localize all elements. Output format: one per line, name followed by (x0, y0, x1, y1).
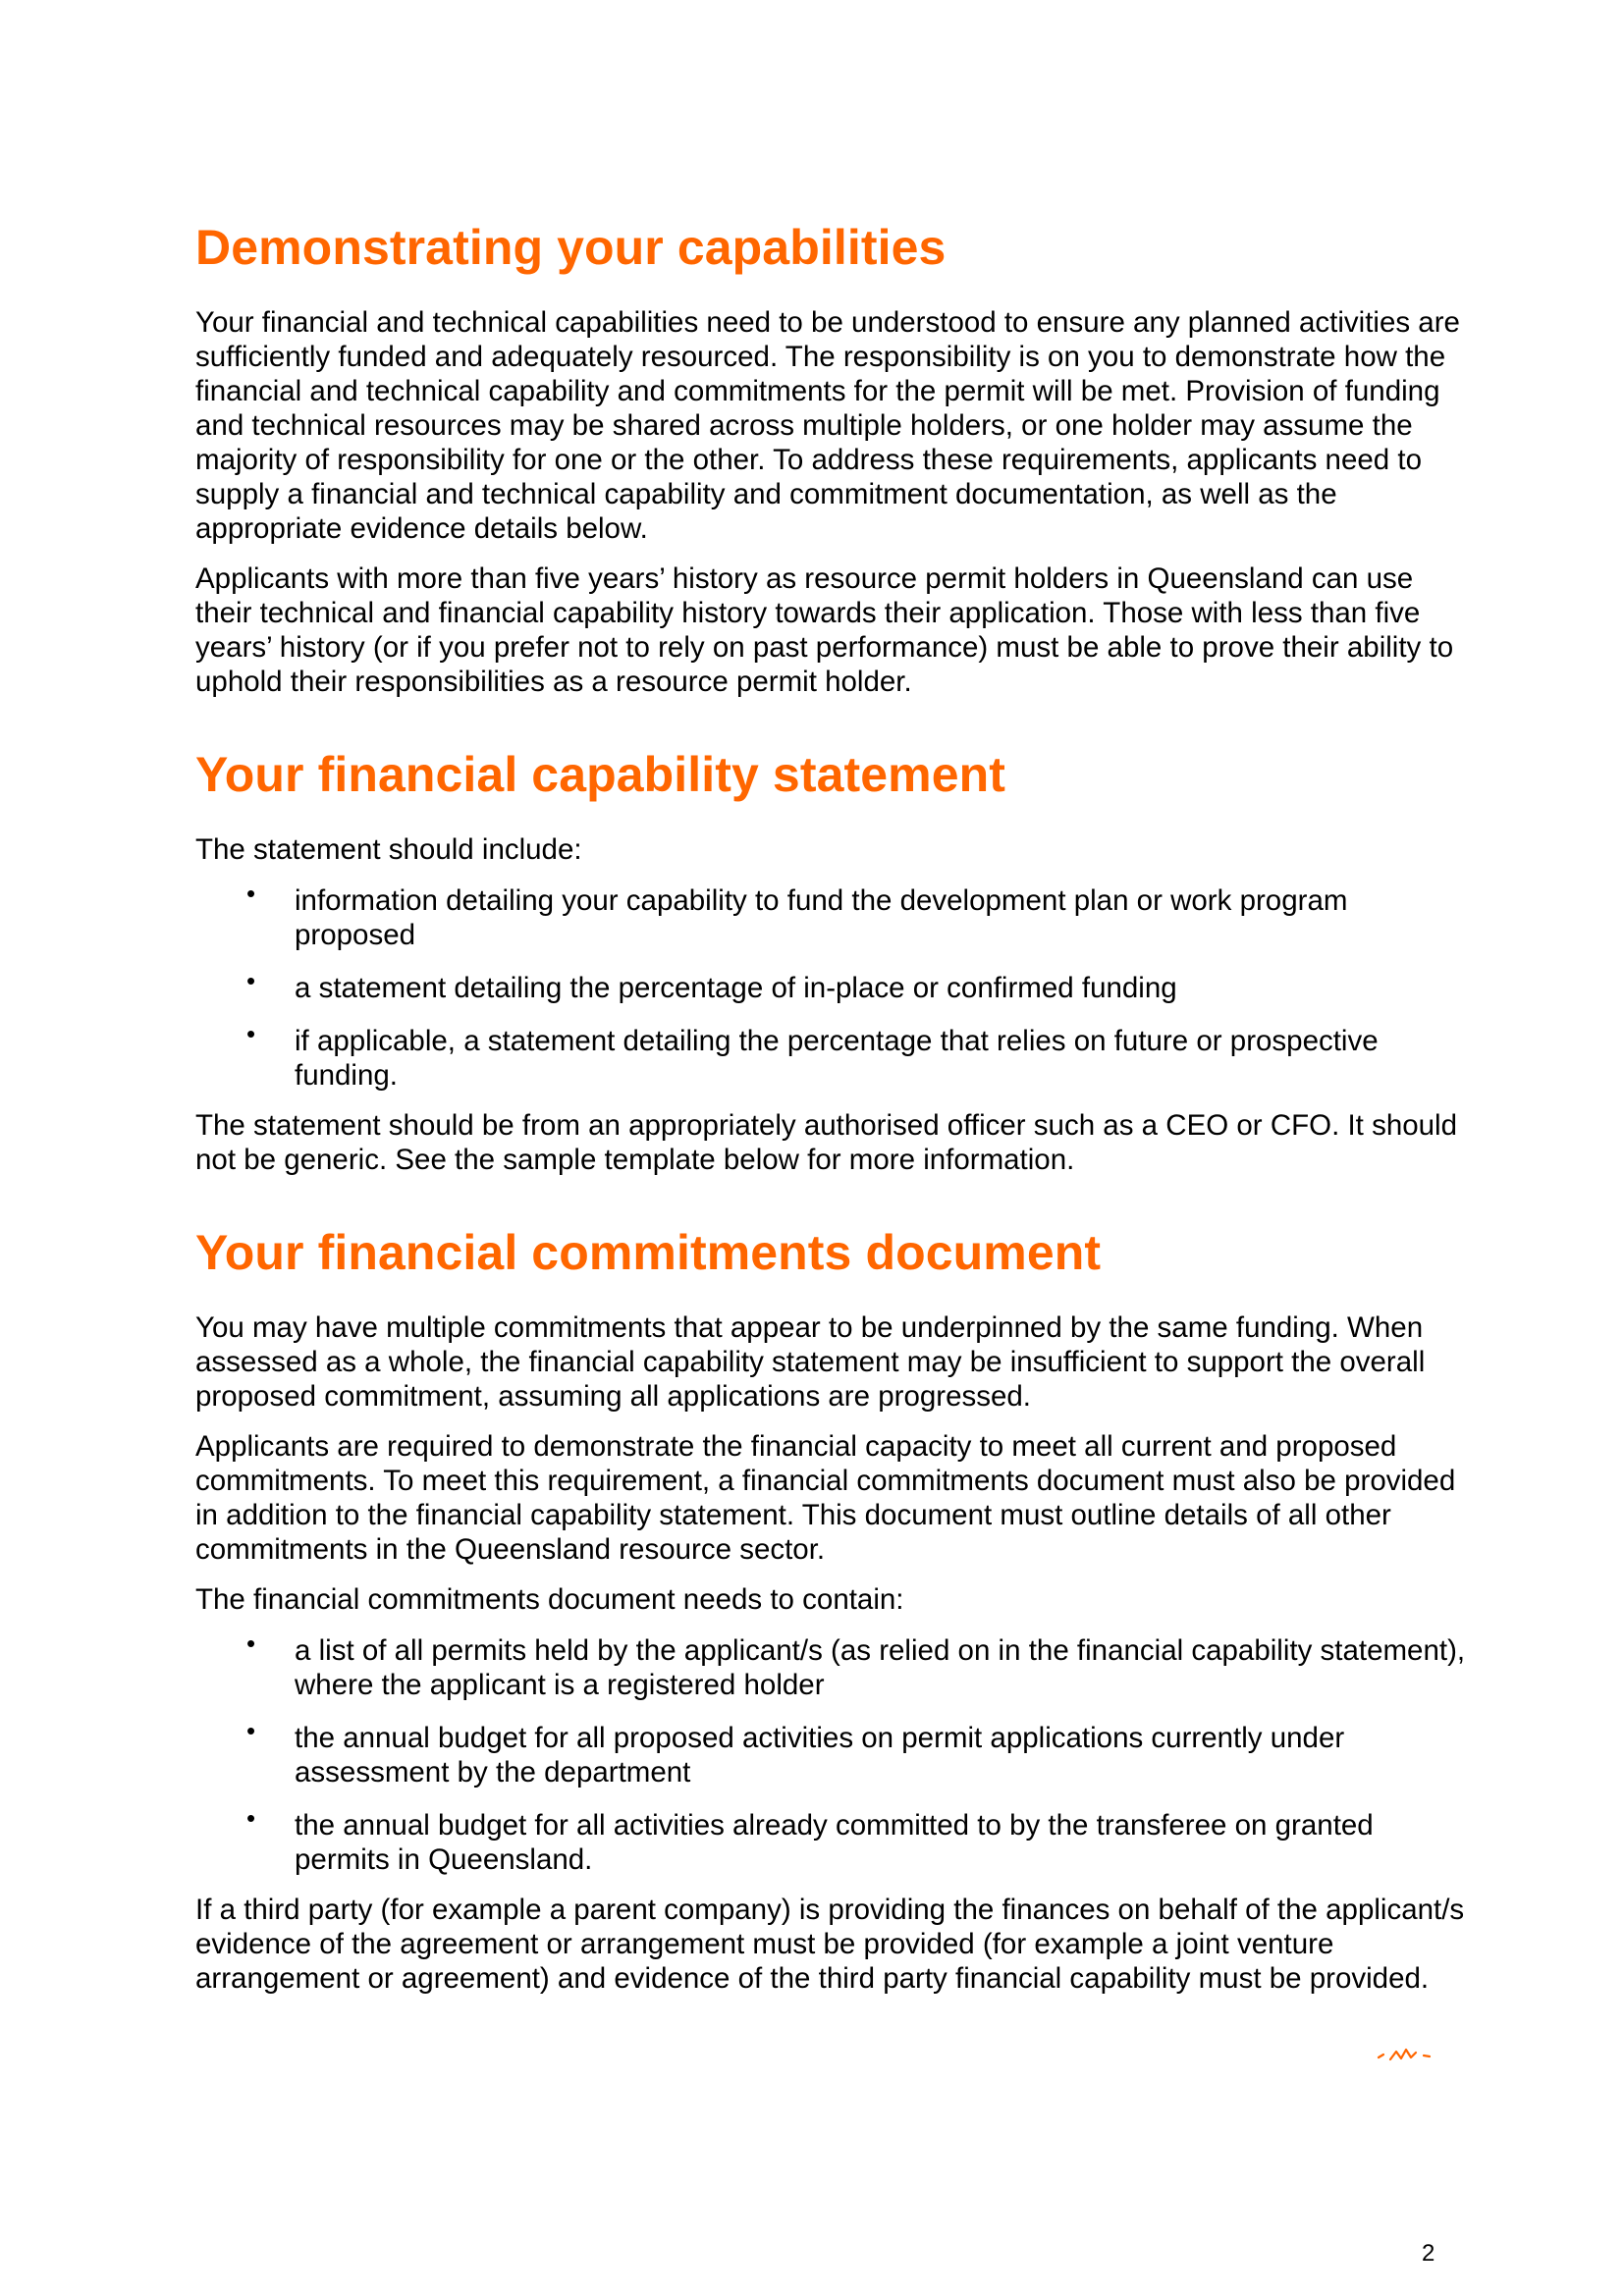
heading-financial-commitments-document: Your financial commitments document (195, 1225, 1102, 1280)
list-item-text: a list of all permits held by the applicant/s (as relied on in the financial capability statement), where the applicant is a registered holder (295, 1634, 1466, 1701)
list-item-text: information detailing your capability to fund the development plan or work program proposed (295, 884, 1348, 951)
bullet-icon: • (246, 1803, 256, 1833)
statement-bullet-list (195, 879, 1472, 1093)
list-item (195, 1716, 1472, 1789)
list-item-text: a statement detailing the percentage of in-place or confirmed funding (295, 972, 1177, 1004)
page-number: 2 (1422, 2240, 1435, 2267)
paragraph: If a third party (for example a parent company) is providing the finances on behalf of the applicant/s evidence of the agreement or arrangement must be provided (for example a joint venture arrangement or agreement) and evidence of the third party financial capability must be provided. (195, 1894, 1465, 1995)
list-item (195, 1803, 1472, 1877)
heading-demonstrating-capabilities: Demonstrating your capabilities (195, 220, 947, 275)
paragraph: The statement should include: (195, 833, 582, 866)
paragraph: Applicants are required to demonstrate the financial capacity to meet all current and proposed commitments. To meet this requirement, a financial commitments document must also be provided in addition to the financial capability statement. This document must outline details of all other commitments in the Queensland resource sector. (195, 1430, 1456, 1566)
list-item (195, 1019, 1472, 1093)
paragraph: Applicants with more than five years’ history as resource permit holders in Queensland can use their technical and financial capability history towards their application. Those with less than five years’ history (or if you prefer not to rely on past performance) must be able to prove their ability to uphold their responsibilities as a resource permit holder. (195, 562, 1454, 698)
commitments-bullet-list (195, 1629, 1472, 1877)
list-item (195, 966, 1472, 1005)
bullet-icon: • (246, 966, 256, 995)
list-item-text: the annual budget for all activities already committed to by the transferee on granted permits in Queensland. (295, 1809, 1374, 1876)
paragraph: Your financial and technical capabilities need to be understood to ensure any planned activities are sufficiently funded and adequately resourced. The responsibility is on you to demonstrate how the financial and technical capability and commitments for the permit will be met. Provision of funding and technical resources may be shared across multiple holders, or one holder may assume the majority of responsibility for one or the other. To address these requirements, applicants need to supply a financial and technical capability and commitment documentation, as well as the appropriate evidence details below. (195, 306, 1460, 545)
page-content (195, 218, 1472, 1996)
bullet-icon: • (246, 1629, 256, 1658)
paragraph: The statement should be from an appropriately authorised officer such as a CEO or CFO. It should not be generic. See the sample template below for more information. (195, 1109, 1457, 1176)
heading-financial-capability-statement: Your financial capability statement (195, 747, 1006, 802)
bullet-icon: • (246, 1716, 256, 1745)
decorative-squiggle-icon (1375, 2044, 1453, 2067)
bullet-icon: • (246, 879, 256, 908)
paragraph: You may have multiple commitments that appear to be underpinned by the same funding. When assessed as a whole, the financial capability statement may be insufficient to support the overall proposed commitment, assuming all applications are progressed. (195, 1311, 1426, 1413)
list-item (195, 879, 1472, 952)
list-item-text: if applicable, a statement detailing the percentage that relies on future or prospective funding. (295, 1025, 1379, 1092)
bullet-icon: • (246, 1019, 256, 1048)
list-item (195, 1629, 1472, 1702)
paragraph: The financial commitments document needs to contain: (195, 1583, 904, 1616)
list-item-text: the annual budget for all proposed activities on permit applications currently under assessment by the department (295, 1722, 1345, 1789)
